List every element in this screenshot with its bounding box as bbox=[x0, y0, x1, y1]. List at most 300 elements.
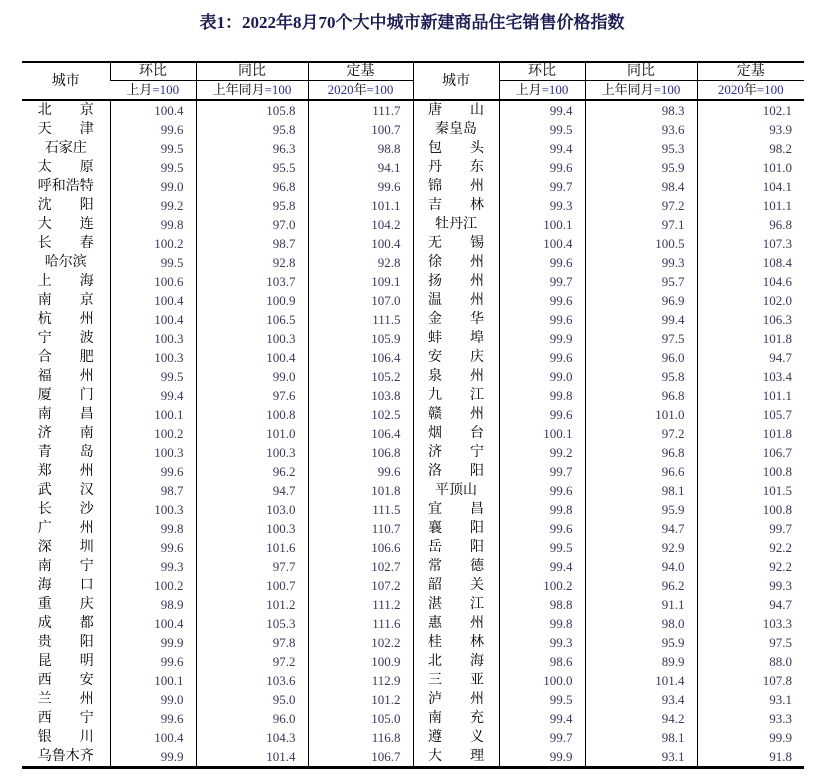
subheader-text: 上年同月 bbox=[212, 82, 265, 97]
value-cell: 100.3 bbox=[196, 519, 308, 538]
value-cell: 99.4 bbox=[499, 139, 585, 158]
value-cell: 89.9 bbox=[585, 652, 697, 671]
table-row bbox=[22, 120, 804, 139]
value-cell: 95.8 bbox=[196, 120, 308, 139]
value-cell: 99.5 bbox=[110, 139, 196, 158]
value-cell: 102.0 bbox=[697, 291, 804, 310]
city-cell: 北 京 bbox=[37, 103, 94, 118]
value-cell: 99.4 bbox=[499, 100, 585, 120]
value-cell: 96.0 bbox=[585, 348, 697, 367]
value-cell: 100.0 bbox=[499, 671, 585, 690]
value-cell: 95.8 bbox=[196, 196, 308, 215]
city-cell: 南 宁 bbox=[37, 559, 94, 574]
col-header-city-left: 城市 bbox=[22, 62, 110, 100]
value-cell: 105.0 bbox=[308, 709, 413, 728]
city-cell: 锦 州 bbox=[413, 177, 499, 196]
city-cell: 岳 阳 bbox=[413, 538, 499, 557]
value-cell: 106.8 bbox=[308, 443, 413, 462]
value-cell: 97.2 bbox=[196, 652, 308, 671]
value-cell: 99.9 bbox=[110, 747, 196, 768]
subheader-mom-right bbox=[499, 81, 585, 101]
value-cell: 107.2 bbox=[308, 576, 413, 595]
value-cell: 100.3 bbox=[196, 329, 308, 348]
value-cell: 100.4 bbox=[110, 100, 196, 120]
value-cell: 102.1 bbox=[697, 100, 804, 120]
value-cell: 99.0 bbox=[499, 367, 585, 386]
subheader-yoy-right bbox=[585, 81, 697, 101]
city-cell: 牡丹江 bbox=[413, 215, 499, 234]
value-cell: 101.4 bbox=[585, 671, 697, 690]
value-cell: 94.1 bbox=[308, 158, 413, 177]
table-row bbox=[22, 728, 804, 747]
value-cell: 109.1 bbox=[308, 272, 413, 291]
value-cell: 99.3 bbox=[585, 253, 697, 272]
value-cell: 100.4 bbox=[196, 348, 308, 367]
value-cell: 100.9 bbox=[308, 652, 413, 671]
value-cell: 98.2 bbox=[697, 139, 804, 158]
city-cell: 温 州 bbox=[413, 291, 499, 310]
city-cell: 宜 昌 bbox=[413, 500, 499, 519]
value-cell: 99.2 bbox=[110, 196, 196, 215]
value-cell: 100.8 bbox=[697, 462, 804, 481]
subheader-num: =100 bbox=[541, 82, 569, 97]
value-cell: 100.2 bbox=[499, 576, 585, 595]
value-cell: 96.8 bbox=[196, 177, 308, 196]
city-cell: 昆 明 bbox=[37, 654, 94, 669]
table-row bbox=[22, 272, 804, 291]
subheader-num: =100 bbox=[366, 82, 394, 97]
city-cell: 银 川 bbox=[37, 730, 94, 745]
value-cell: 100.9 bbox=[196, 291, 308, 310]
city-cell: 扬 州 bbox=[413, 272, 499, 291]
value-cell: 104.6 bbox=[697, 272, 804, 291]
value-cell: 99.9 bbox=[110, 633, 196, 652]
value-cell: 112.9 bbox=[308, 671, 413, 690]
value-cell: 99.5 bbox=[499, 538, 585, 557]
table-row bbox=[22, 538, 804, 557]
col-header-yoy-left: 同比 bbox=[196, 62, 308, 81]
subheader-text: 年 bbox=[353, 82, 367, 97]
value-cell: 99.8 bbox=[110, 519, 196, 538]
value-cell: 97.0 bbox=[196, 215, 308, 234]
value-cell: 105.2 bbox=[308, 367, 413, 386]
value-cell: 99.6 bbox=[499, 310, 585, 329]
value-cell: 99.6 bbox=[308, 177, 413, 196]
value-cell: 100.4 bbox=[110, 291, 196, 310]
city-cell: 韶 关 bbox=[413, 576, 499, 595]
city-cell: 济 南 bbox=[37, 426, 94, 441]
table-row bbox=[22, 329, 804, 348]
value-cell: 95.7 bbox=[585, 272, 697, 291]
city-cell: 乌鲁木齐 bbox=[22, 747, 110, 768]
value-cell: 106.4 bbox=[308, 348, 413, 367]
value-cell: 99.5 bbox=[110, 253, 196, 272]
value-cell: 94.7 bbox=[697, 348, 804, 367]
value-cell: 102.7 bbox=[308, 557, 413, 576]
city-cell: 泸 州 bbox=[413, 690, 499, 709]
city-cell: 秦皇岛 bbox=[413, 120, 499, 139]
table-row bbox=[22, 519, 804, 538]
value-cell: 101.8 bbox=[697, 424, 804, 443]
table-row bbox=[22, 196, 804, 215]
value-cell: 92.9 bbox=[585, 538, 697, 557]
value-cell: 106.7 bbox=[697, 443, 804, 462]
value-cell: 101.6 bbox=[196, 538, 308, 557]
city-cell: 呼和浩特 bbox=[37, 179, 94, 194]
table-row bbox=[22, 158, 804, 177]
value-cell: 98.8 bbox=[499, 595, 585, 614]
price-index-table bbox=[22, 61, 804, 769]
city-cell: 烟 台 bbox=[413, 424, 499, 443]
value-cell: 91.1 bbox=[585, 595, 697, 614]
value-cell: 102.5 bbox=[308, 405, 413, 424]
value-cell: 111.2 bbox=[308, 595, 413, 614]
value-cell: 100.3 bbox=[110, 348, 196, 367]
value-cell: 99.3 bbox=[499, 196, 585, 215]
value-cell: 99.6 bbox=[110, 652, 196, 671]
value-cell: 104.3 bbox=[196, 728, 308, 747]
value-cell: 99.3 bbox=[110, 557, 196, 576]
table-row bbox=[22, 557, 804, 576]
value-cell: 99.9 bbox=[697, 728, 804, 747]
value-cell: 100.2 bbox=[110, 576, 196, 595]
city-cell: 青 岛 bbox=[37, 445, 94, 460]
value-cell: 105.3 bbox=[196, 614, 308, 633]
city-cell: 哈尔滨 bbox=[44, 255, 87, 270]
value-cell: 98.1 bbox=[585, 481, 697, 500]
city-cell: 重 庆 bbox=[37, 597, 94, 612]
value-cell: 98.0 bbox=[585, 614, 697, 633]
value-cell: 96.3 bbox=[196, 139, 308, 158]
value-cell: 103.6 bbox=[196, 671, 308, 690]
value-cell: 101.1 bbox=[308, 196, 413, 215]
city-cell: 惠 州 bbox=[413, 614, 499, 633]
subheader-base-left bbox=[308, 81, 413, 101]
city-cell: 九 江 bbox=[413, 386, 499, 405]
value-cell: 99.3 bbox=[499, 633, 585, 652]
table-row bbox=[22, 100, 804, 120]
value-cell: 98.7 bbox=[110, 481, 196, 500]
value-cell: 94.2 bbox=[585, 709, 697, 728]
city-cell: 赣 州 bbox=[413, 405, 499, 424]
subheader-yoy-left bbox=[196, 81, 308, 101]
value-cell: 96.8 bbox=[697, 215, 804, 234]
value-cell: 92.2 bbox=[697, 557, 804, 576]
table-row bbox=[22, 405, 804, 424]
value-cell: 102.2 bbox=[308, 633, 413, 652]
value-cell: 93.1 bbox=[697, 690, 804, 709]
value-cell: 100.4 bbox=[499, 234, 585, 253]
value-cell: 96.2 bbox=[196, 462, 308, 481]
value-cell: 110.7 bbox=[308, 519, 413, 538]
value-cell: 96.0 bbox=[196, 709, 308, 728]
city-cell: 无 锡 bbox=[413, 234, 499, 253]
city-cell: 福 州 bbox=[37, 369, 94, 384]
value-cell: 101.0 bbox=[585, 405, 697, 424]
value-cell: 94.7 bbox=[697, 595, 804, 614]
value-cell: 97.7 bbox=[196, 557, 308, 576]
value-cell: 99.6 bbox=[110, 462, 196, 481]
value-cell: 99.6 bbox=[499, 481, 585, 500]
value-cell: 99.4 bbox=[585, 310, 697, 329]
city-cell: 天 津 bbox=[37, 122, 94, 137]
subheader-num: =100 bbox=[264, 82, 292, 97]
subheader-text: 上月 bbox=[515, 82, 542, 97]
city-cell: 金 华 bbox=[413, 310, 499, 329]
value-cell: 98.4 bbox=[585, 177, 697, 196]
value-cell: 101.2 bbox=[196, 595, 308, 614]
city-cell: 济 宁 bbox=[413, 443, 499, 462]
value-cell: 99.0 bbox=[196, 367, 308, 386]
table-row bbox=[22, 690, 804, 709]
value-cell: 99.6 bbox=[308, 462, 413, 481]
value-cell: 100.6 bbox=[110, 272, 196, 291]
city-cell: 三 亚 bbox=[413, 671, 499, 690]
subheader-mom-left bbox=[110, 81, 196, 101]
value-cell: 106.6 bbox=[308, 538, 413, 557]
value-cell: 99.6 bbox=[499, 519, 585, 538]
subheader-num: =100 bbox=[653, 82, 681, 97]
city-cell: 大 理 bbox=[413, 747, 499, 768]
city-cell: 郑 州 bbox=[37, 464, 94, 479]
subheader-base-right bbox=[697, 81, 804, 101]
value-cell: 116.8 bbox=[308, 728, 413, 747]
table-row bbox=[22, 348, 804, 367]
value-cell: 99.7 bbox=[499, 272, 585, 291]
col-header-city-right: 城市 bbox=[413, 62, 499, 100]
value-cell: 91.8 bbox=[697, 747, 804, 768]
value-cell: 99.8 bbox=[110, 215, 196, 234]
table-row bbox=[22, 709, 804, 728]
city-cell: 上 海 bbox=[37, 274, 94, 289]
table-row bbox=[22, 443, 804, 462]
city-cell: 蚌 埠 bbox=[413, 329, 499, 348]
value-cell: 100.5 bbox=[585, 234, 697, 253]
city-cell: 兰 州 bbox=[37, 692, 94, 707]
city-cell: 长 春 bbox=[37, 236, 94, 251]
city-cell: 西 宁 bbox=[37, 711, 94, 726]
city-cell: 武 汉 bbox=[37, 483, 94, 498]
value-cell: 93.6 bbox=[585, 120, 697, 139]
value-cell: 101.8 bbox=[697, 329, 804, 348]
value-cell: 100.4 bbox=[110, 614, 196, 633]
city-cell: 深 圳 bbox=[37, 540, 94, 555]
value-cell: 93.1 bbox=[585, 747, 697, 768]
value-cell: 99.6 bbox=[499, 253, 585, 272]
table-row bbox=[22, 671, 804, 690]
city-cell: 桂 林 bbox=[413, 633, 499, 652]
city-cell: 海 口 bbox=[37, 578, 94, 593]
city-cell: 遵 义 bbox=[413, 728, 499, 747]
value-cell: 100.3 bbox=[110, 329, 196, 348]
table-body bbox=[22, 100, 804, 768]
value-cell: 100.4 bbox=[110, 728, 196, 747]
city-cell: 南 京 bbox=[37, 293, 94, 308]
city-cell: 徐 州 bbox=[413, 253, 499, 272]
value-cell: 106.5 bbox=[196, 310, 308, 329]
value-cell: 101.4 bbox=[196, 747, 308, 768]
value-cell: 100.2 bbox=[110, 234, 196, 253]
value-cell: 88.0 bbox=[697, 652, 804, 671]
value-cell: 96.6 bbox=[585, 462, 697, 481]
value-cell: 111.5 bbox=[308, 310, 413, 329]
subheader-num: 2020 bbox=[717, 82, 744, 97]
value-cell: 99.5 bbox=[110, 367, 196, 386]
value-cell: 105.7 bbox=[697, 405, 804, 424]
value-cell: 100.2 bbox=[110, 424, 196, 443]
value-cell: 103.0 bbox=[196, 500, 308, 519]
value-cell: 99.5 bbox=[110, 158, 196, 177]
value-cell: 99.9 bbox=[499, 747, 585, 768]
table-row bbox=[22, 424, 804, 443]
value-cell: 100.1 bbox=[499, 424, 585, 443]
value-cell: 96.8 bbox=[585, 443, 697, 462]
subheader-text: 年 bbox=[743, 82, 757, 97]
value-cell: 99.4 bbox=[499, 557, 585, 576]
value-cell: 99.5 bbox=[499, 120, 585, 139]
value-cell: 99.6 bbox=[110, 120, 196, 139]
value-cell: 97.5 bbox=[585, 329, 697, 348]
value-cell: 99.7 bbox=[499, 728, 585, 747]
value-cell: 106.4 bbox=[308, 424, 413, 443]
table-row bbox=[22, 576, 804, 595]
value-cell: 99.6 bbox=[110, 709, 196, 728]
value-cell: 101.1 bbox=[697, 196, 804, 215]
table-row bbox=[22, 139, 804, 158]
value-cell: 99.2 bbox=[499, 443, 585, 462]
value-cell: 100.7 bbox=[196, 576, 308, 595]
value-cell: 100.4 bbox=[308, 234, 413, 253]
value-cell: 99.6 bbox=[499, 348, 585, 367]
table-row bbox=[22, 291, 804, 310]
col-header-mom-right: 环比 bbox=[499, 62, 585, 81]
subheader-num: =100 bbox=[152, 82, 180, 97]
value-cell: 99.8 bbox=[499, 386, 585, 405]
col-header-yoy-right: 同比 bbox=[585, 62, 697, 81]
value-cell: 105.9 bbox=[308, 329, 413, 348]
city-cell: 太 原 bbox=[37, 160, 94, 175]
table-row bbox=[22, 595, 804, 614]
value-cell: 96.9 bbox=[585, 291, 697, 310]
value-cell: 98.6 bbox=[499, 652, 585, 671]
value-cell: 98.7 bbox=[196, 234, 308, 253]
value-cell: 99.8 bbox=[499, 500, 585, 519]
value-cell: 93.3 bbox=[697, 709, 804, 728]
value-cell: 99.5 bbox=[499, 690, 585, 709]
value-cell: 99.4 bbox=[499, 709, 585, 728]
city-cell: 长 沙 bbox=[37, 502, 94, 517]
city-cell: 北 海 bbox=[413, 652, 499, 671]
value-cell: 98.8 bbox=[308, 139, 413, 158]
value-cell: 100.3 bbox=[110, 500, 196, 519]
city-cell: 平顶山 bbox=[413, 481, 499, 500]
col-header-base-left: 定基 bbox=[308, 62, 413, 81]
city-cell: 成 都 bbox=[37, 616, 94, 631]
value-cell: 97.2 bbox=[585, 196, 697, 215]
table-row bbox=[22, 215, 804, 234]
col-header-base-right: 定基 bbox=[697, 62, 804, 81]
value-cell: 99.6 bbox=[499, 158, 585, 177]
value-cell: 98.1 bbox=[585, 728, 697, 747]
value-cell: 97.6 bbox=[196, 386, 308, 405]
subheader-num: 2020 bbox=[327, 82, 354, 97]
value-cell: 94.7 bbox=[585, 519, 697, 538]
value-cell: 97.5 bbox=[697, 633, 804, 652]
city-cell: 襄 阳 bbox=[413, 519, 499, 538]
value-cell: 98.9 bbox=[110, 595, 196, 614]
table-row bbox=[22, 234, 804, 253]
value-cell: 101.0 bbox=[697, 158, 804, 177]
value-cell: 97.8 bbox=[196, 633, 308, 652]
city-cell: 沈 阳 bbox=[37, 198, 94, 213]
value-cell: 99.6 bbox=[110, 538, 196, 557]
table-row bbox=[22, 652, 804, 671]
table-row bbox=[22, 481, 804, 500]
value-cell: 101.0 bbox=[196, 424, 308, 443]
page-title: 表1：2022年8月70个大中城市新建商品住宅销售价格指数 bbox=[199, 13, 625, 32]
value-cell: 95.9 bbox=[585, 158, 697, 177]
value-cell: 92.8 bbox=[196, 253, 308, 272]
value-cell: 100.3 bbox=[110, 443, 196, 462]
city-cell: 唐 山 bbox=[413, 100, 499, 120]
value-cell: 106.3 bbox=[697, 310, 804, 329]
value-cell: 105.8 bbox=[196, 100, 308, 120]
subheader-text: 上月 bbox=[126, 82, 153, 97]
value-cell: 98.3 bbox=[585, 100, 697, 120]
table-row bbox=[22, 500, 804, 519]
subheader-num: =100 bbox=[756, 82, 784, 97]
city-cell: 常 德 bbox=[413, 557, 499, 576]
value-cell: 101.8 bbox=[308, 481, 413, 500]
value-cell: 100.3 bbox=[196, 443, 308, 462]
value-cell: 106.7 bbox=[308, 747, 413, 768]
city-cell: 洛 阳 bbox=[413, 462, 499, 481]
table-row bbox=[22, 367, 804, 386]
subheader-text: 上年同月 bbox=[601, 82, 654, 97]
table-row bbox=[22, 614, 804, 633]
value-cell: 99.9 bbox=[499, 329, 585, 348]
value-cell: 99.8 bbox=[499, 614, 585, 633]
value-cell: 97.2 bbox=[585, 424, 697, 443]
city-cell: 西 安 bbox=[37, 673, 94, 688]
city-cell: 吉 林 bbox=[413, 196, 499, 215]
table-row bbox=[22, 747, 804, 768]
value-cell: 92.2 bbox=[697, 538, 804, 557]
value-cell: 99.0 bbox=[110, 177, 196, 196]
value-cell: 99.4 bbox=[110, 386, 196, 405]
value-cell: 103.3 bbox=[697, 614, 804, 633]
city-cell: 合 肥 bbox=[37, 350, 94, 365]
value-cell: 96.2 bbox=[585, 576, 697, 595]
table-row bbox=[22, 386, 804, 405]
city-cell: 贵 阳 bbox=[37, 635, 94, 650]
city-cell: 南 昌 bbox=[37, 407, 94, 422]
city-cell: 泉 州 bbox=[413, 367, 499, 386]
value-cell: 100.1 bbox=[110, 405, 196, 424]
value-cell: 103.4 bbox=[697, 367, 804, 386]
value-cell: 99.7 bbox=[499, 462, 585, 481]
value-cell: 99.7 bbox=[697, 519, 804, 538]
city-cell: 大 连 bbox=[37, 217, 94, 232]
table-row bbox=[22, 253, 804, 272]
city-cell: 安 庆 bbox=[413, 348, 499, 367]
col-header-mom-left: 环比 bbox=[110, 62, 196, 81]
value-cell: 95.0 bbox=[196, 690, 308, 709]
value-cell: 104.1 bbox=[697, 177, 804, 196]
value-cell: 100.4 bbox=[110, 310, 196, 329]
city-cell: 南 充 bbox=[413, 709, 499, 728]
header-row-groups bbox=[22, 62, 804, 81]
